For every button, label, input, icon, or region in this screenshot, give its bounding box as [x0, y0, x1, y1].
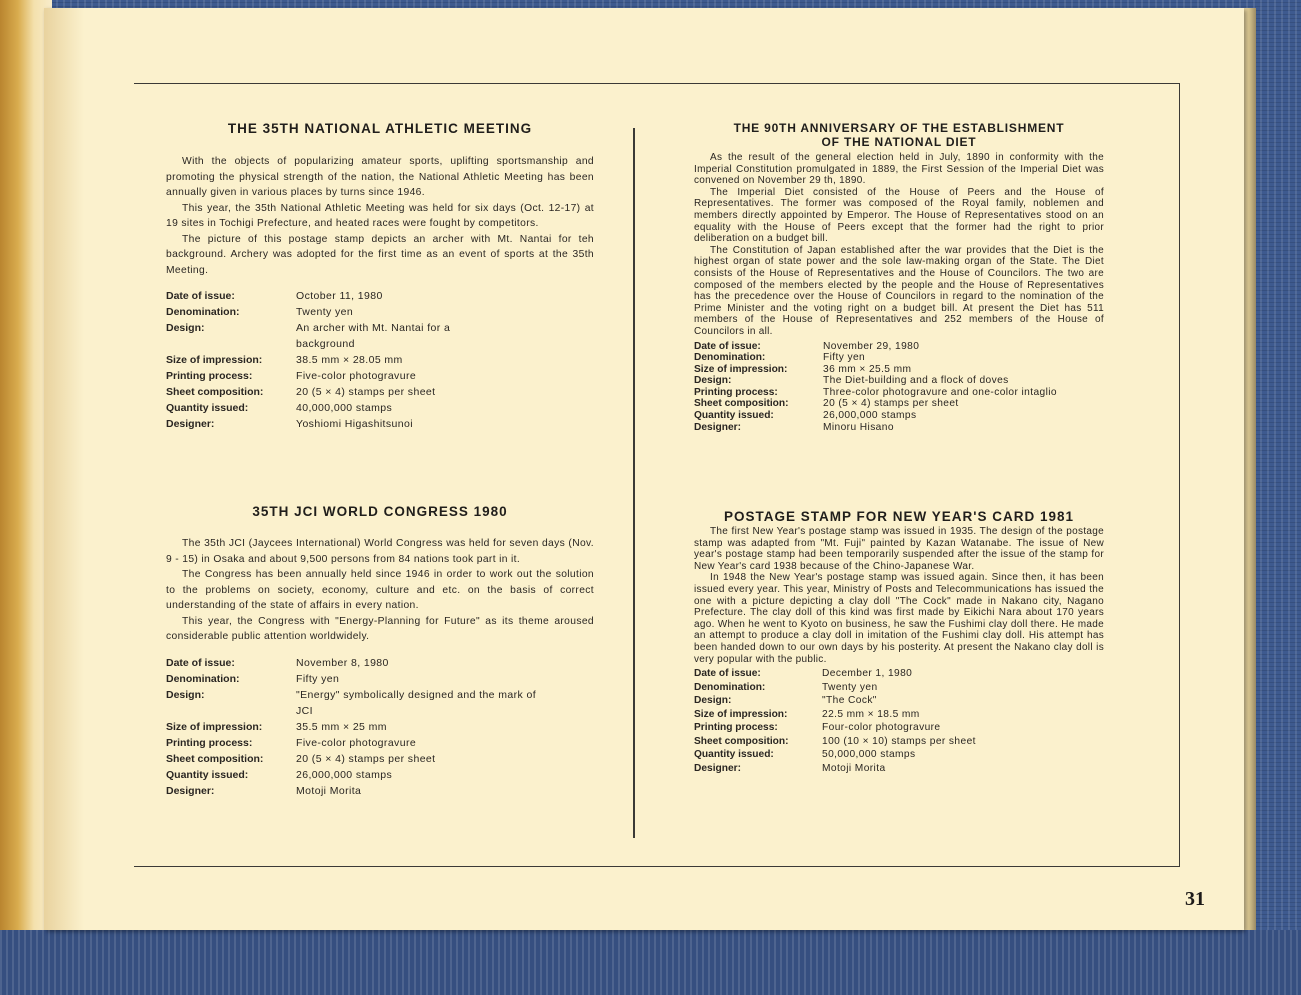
- athletic-paragraph: This year, the 35th National Athletic Meeting was held for six days (Oct. 12-17) at 19 sites in Tochigi Prefecture, and heated races were fought by competitors.: [166, 202, 594, 229]
- page-number: 31: [1185, 888, 1205, 910]
- spec-value: "Energy" symbolically designed and the mark of JCI: [296, 688, 537, 717]
- spec-value: Twenty yen: [296, 306, 354, 318]
- spec-label: Printing process:: [166, 370, 253, 382]
- newyear-section: [694, 510, 1104, 775]
- book-page: [44, 8, 1244, 930]
- spec-row: [166, 655, 594, 671]
- spec-value: 100 (10 × 10) stamps per sheet: [822, 735, 976, 747]
- diet-paragraph: As the result of the general election held in July, 1890 in conformity with the Imperial Constitution promulgated in 1889, the First Session of the Imperial Diet was convened on November 29 th, 1890.: [694, 152, 1104, 187]
- book-cover: [0, 930, 1301, 995]
- jci-paragraph: The Congress has been annually held since 1946 in order to work out the solution to the problems on society, economy, culture and etc. on the basis of correct understanding of the state of affairs in every nation.: [166, 569, 594, 611]
- spec-row: [694, 410, 1104, 422]
- spec-row: [694, 375, 1104, 387]
- spec-label: Denomination:: [166, 306, 240, 318]
- spec-label: Date of issue:: [694, 340, 761, 352]
- spec-value: 20 (5 × 4) stamps per sheet: [823, 398, 959, 410]
- spec-row: [166, 783, 594, 799]
- spec-label: Designer:: [694, 421, 741, 433]
- spec-row: [694, 708, 1104, 722]
- spec-label: Denomination:: [166, 672, 240, 685]
- spec-value: An archer with Mt. Nantai for a background: [296, 322, 451, 350]
- diet-section: [694, 121, 1104, 433]
- spec-label: Printing process:: [694, 722, 778, 734]
- spec-label: Printing process:: [166, 736, 253, 749]
- spec-label: Design:: [694, 695, 732, 707]
- spec-row: [166, 304, 594, 320]
- spec-value: Fifty yen: [296, 672, 340, 685]
- jci-paragraph: This year, the Congress with "Energy-Planning for Future" as its theme aroused considerable public attention worldwidely.: [166, 615, 594, 642]
- spec-label: Sheet composition:: [694, 398, 789, 410]
- spec-value: 20 (5 × 4) stamps per sheet: [296, 386, 436, 398]
- spec-label: Size of impression:: [694, 708, 788, 720]
- spec-label: Quantity issued:: [166, 768, 249, 781]
- jci-section: [166, 504, 594, 799]
- athletic-paragraph: The picture of this postage stamp depicts an archer with Mt. Nantai for teh background. Archery was adopted for the first time as an event of sports at the 35th Meeting.: [166, 233, 594, 276]
- spec-value: "The Cock": [822, 695, 877, 707]
- spec-value: 20 (5 × 4) stamps per sheet: [296, 752, 436, 765]
- spec-label: Sheet composition:: [166, 752, 264, 765]
- spec-label: Date of issue:: [166, 290, 235, 302]
- spec-value: November 8, 1980: [296, 656, 389, 669]
- athletic-section: [166, 121, 594, 432]
- spec-label: Quantity issued:: [166, 402, 249, 414]
- spec-row: [166, 735, 594, 751]
- spec-label: Sheet composition:: [166, 386, 264, 398]
- jci-title: 35TH JCI WORLD CONGRESS 1980: [252, 504, 508, 519]
- newyear-specs: [694, 667, 1104, 775]
- spec-row: [166, 384, 594, 400]
- athletic-specs: [166, 288, 594, 432]
- spec-row: [694, 387, 1104, 399]
- spec-row: [694, 398, 1104, 410]
- spec-row: [694, 341, 1104, 353]
- spec-label: Sheet composition:: [694, 735, 789, 747]
- newyear-paragraph: In 1948 the New Year's postage stamp was issued again. Since then, it has been issued every year. This year, Ministry of Posts and Telecommunications has issued the one with a picture depicting a clay doll "The Cock" made in Nakano city, Nagano Prefecture. The clay doll of this kind was first made by Eikichi Nara about 170 years ago. When he went to Kyoto on business, he saw the Fushimi clay doll there. He made an attempt to produce a clay doll in imitation of the Fushimi clay doll. His attempt has been handed down to our own days by his posterity. At present the Nakano clay doll is very popular with the public.: [694, 572, 1104, 665]
- spec-row: [166, 368, 594, 384]
- spec-value: Yoshiomi Higashitsunoi: [296, 418, 413, 430]
- spec-value: Motoji Morita: [296, 784, 362, 797]
- spec-label: Size of impression:: [694, 363, 788, 375]
- spec-label: Designer:: [166, 418, 215, 430]
- spec-label: Design:: [166, 688, 205, 701]
- jci-paragraph: The 35th JCI (Jaycees International) World Congress was held for seven days (Nov. 9 - 15) in Osaka and about 9,500 persons from 84 nations took part in it.: [166, 538, 594, 565]
- spec-row: [694, 681, 1104, 695]
- spec-value: Twenty yen: [822, 681, 878, 693]
- spec-value: Motoji Morita: [822, 762, 886, 774]
- spec-row: [166, 320, 594, 352]
- diet-paragraph: The Constitution of Japan established after the war provides that the Diet is the highest organ of state power and the sole law-making organ of the State. The Diet consists of the House of Representatives and the House of Councilors. The two are composed of the members elected by the people and the House of Representatives has the precedence over the House of Councilors in regard to the nomination of the Prime Minister and the voting right on a budget bill. At present the Diet has 511 members of the House of Representatives and 252 members of the House of Councilors in all.: [694, 244, 1104, 337]
- spec-value: December 1, 1980: [822, 668, 913, 680]
- spec-row: [166, 671, 594, 687]
- newyear-paragraph: The first New Year's postage stamp was issued in 1935. The design of the postage stamp was adapted from "Mt. Fuji" painted by Kazan Watanabe. The issue of New year's postage stamp had been temporarily suspended after the issue of the stamp for New Year's card 1938 because of the Chino-Japanese War.: [694, 526, 1104, 572]
- spec-value: November 29, 1980: [823, 340, 920, 352]
- spec-row: [694, 694, 1104, 708]
- spec-value: 22.5 mm × 18.5 mm: [822, 708, 920, 720]
- spec-value: Five-color photogravure: [296, 370, 417, 382]
- spec-value: The Diet-building and a flock of doves: [823, 375, 1009, 387]
- spec-row: [166, 767, 594, 783]
- spec-label: Denomination:: [694, 352, 766, 364]
- spec-value: Minoru Hisano: [823, 421, 894, 433]
- diet-specs: [694, 341, 1104, 434]
- spec-row: [166, 416, 594, 432]
- diet-title-line1: THE 90TH ANNIVERSARY OF THE ESTABLISHMENT: [733, 121, 1065, 135]
- spec-value: October 11, 1980: [296, 290, 383, 302]
- spec-value: 36 mm × 25.5 mm: [823, 363, 912, 375]
- spec-row: [166, 400, 594, 416]
- spec-label: Designer:: [694, 762, 741, 774]
- column-divider: [633, 128, 635, 838]
- athletic-title: THE 35TH NATIONAL ATHLETIC MEETING: [227, 121, 533, 136]
- spec-value: 35.5 mm × 25 mm: [296, 720, 387, 733]
- spec-row: [166, 751, 594, 767]
- spec-row: [694, 721, 1104, 735]
- spec-row: [166, 687, 594, 719]
- athletic-paragraph: With the objects of popularizing amateur sports, uplifting sportsmanship and promoting the physical strength of the nation, the National Athletic Meeting has been annually given in various places by turns since 1946.: [166, 156, 594, 198]
- spec-label: Date of issue:: [166, 656, 235, 669]
- spec-row: [166, 288, 594, 304]
- spec-row: [166, 352, 594, 368]
- spec-row: [694, 667, 1104, 681]
- spec-value: Five-color photogravure: [296, 736, 417, 749]
- spec-value: 26,000,000 stamps: [823, 410, 917, 422]
- spec-value: Four-color photogravure: [822, 722, 941, 734]
- spec-label: Quantity issued:: [694, 749, 774, 761]
- spec-value: 26,000,000 stamps: [296, 768, 393, 781]
- spec-row: [166, 719, 594, 735]
- spec-row: [694, 735, 1104, 749]
- spec-value: 50,000,000 stamps: [822, 749, 916, 761]
- spec-label: Date of issue:: [694, 668, 761, 680]
- spec-row: [694, 762, 1104, 776]
- spec-row: [694, 364, 1104, 376]
- spec-label: Designer:: [166, 784, 215, 797]
- spec-value: 38.5 mm × 28.05 mm: [296, 354, 403, 366]
- spec-row: [694, 748, 1104, 762]
- jci-specs: [166, 655, 594, 799]
- spec-label: Design:: [166, 322, 205, 334]
- spec-label: Quantity issued:: [694, 410, 774, 422]
- spec-value: Fifty yen: [823, 352, 866, 364]
- spec-label: Printing process:: [694, 386, 778, 398]
- spec-label: Size of impression:: [166, 720, 263, 733]
- spec-value: Three-color photogravure and one-color intaglio: [823, 386, 1057, 398]
- newyear-title: POSTAGE STAMP FOR NEW YEAR'S CARD 1981: [723, 509, 1075, 524]
- spec-label: Denomination:: [694, 681, 766, 693]
- spec-row: [694, 352, 1104, 364]
- spec-value: 40,000,000 stamps: [296, 402, 393, 414]
- diet-paragraph: The Imperial Diet consisted of the House of Peers and the House of Representatives. The former was composed of the Royal family, noblemen and members directly appointed by Emperor. The House of Representatives stood on an equality with the House of Peers except that the former had the right to prior deliberation on a budget bill.: [694, 186, 1104, 245]
- diet-title-line2: OF THE NATIONAL DIET: [821, 135, 977, 149]
- spec-label: Design:: [694, 375, 732, 387]
- spec-row: [694, 422, 1104, 434]
- spec-label: Size of impression:: [166, 354, 263, 366]
